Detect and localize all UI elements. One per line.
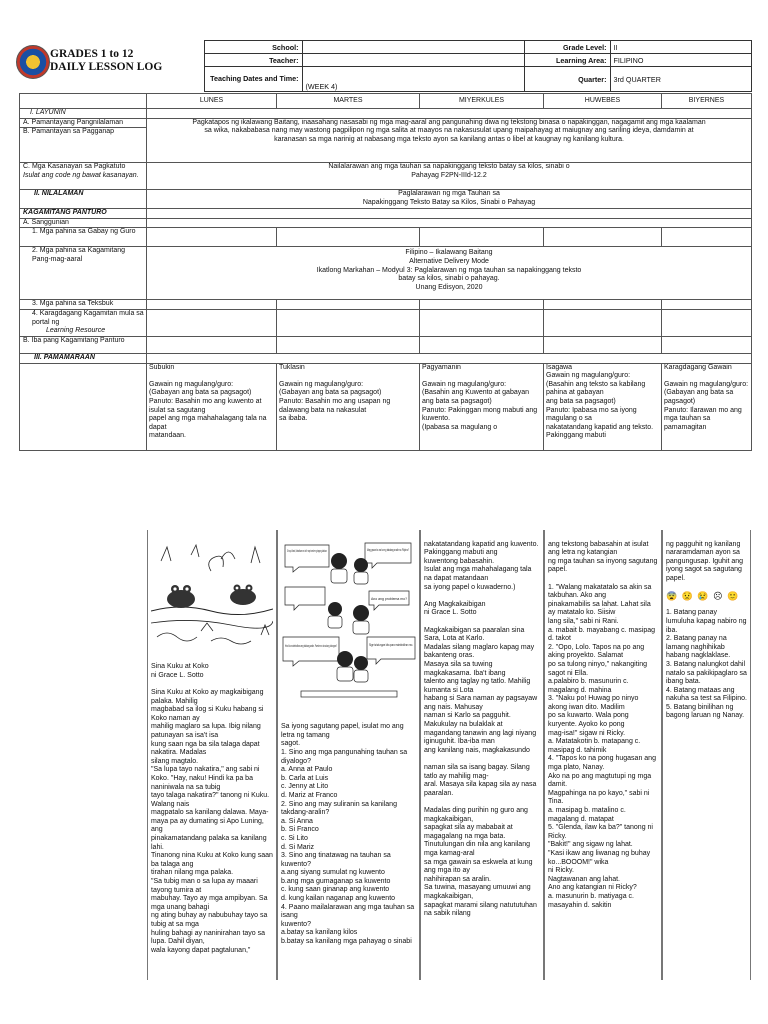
children-dialogue-illustration <box>281 541 417 711</box>
page2-col-lunes <box>147 530 277 980</box>
page2-col-miyerkules <box>420 530 544 980</box>
speech-bubble-5: Sige tutulungan kita para maintindihan mo. <box>369 642 413 647</box>
biyernes-instructions: ng pagguhit ng kanilang nararamdaman ayon sa pangungusap. Iguhit ang iyong sagot sa sagutang papel. <box>666 540 744 582</box>
row-kagamitan: KAGAMITANG PANTURO <box>20 209 147 219</box>
kasanayan-text-2: Pahayag F2PN-IIId-12.2 <box>411 171 487 179</box>
header-table <box>14 40 752 92</box>
grade-value: II <box>610 41 751 54</box>
page2-col-biyernes <box>662 530 751 980</box>
pamantayan-text: Pagkatapos ng ikalawang Baitang, inaasahang nasasabi ng mga mag-aaral ang pangunahing diwa ng tekstong binasa o napakinggan, nagagamit ang mga kaalaman sa wika, nakababasa nang may wastong pagpilipon ng mga salita at maayos na nakasusulat upang maipahayag at maiugnay ang sariling ideya, damdamin at karanasan sa mga narinig at nabasang mga teksto ayon sa kanilang antas o libel at kaugnay ng kanilang kultura. <box>147 118 752 163</box>
quarter-label: Quarter: <box>524 67 610 92</box>
day-huwebes: HUWEBES <box>544 94 662 109</box>
adm-line-5: Unang Edisyon, 2020 <box>415 283 483 291</box>
lesson-log-page-2 <box>14 530 751 980</box>
biyernes-items: 1. Batang panay lumuluha kapag nabiro ng iba. 2. Batang panay na lamang naghihikab habang nagklaklase. 3. Batang nalungkot dahil natalo sa pakikipaglaro sa ibang bata. 4. Batang mataas ang nakuha sa test sa Filipino. 5. Batang binilihan ng bagong laruan ng Nanay. <box>666 609 747 720</box>
row-kagamitang-pang: 2. Mga pahina sa Kagamitang Pang-mag-aaral <box>20 247 147 300</box>
school-label: School: <box>204 41 302 54</box>
procedure-martes: Tuklasin Gawain ng magulang/guro: (Gabayan ang bata sa pagsagot) Panuto: Basahin mo ang usapan ng dalawang bata na nakasulat sa ibaba. <box>277 363 420 450</box>
procedure-miyerkules: Pagyamanin Gawain ng magulang/guro: (Basahin ang Kuwento at gabayan ang bata sa pagsagot) Panuto: Pakinggan mong mabuti ang kuwento. (Ipabasa sa magulang o <box>420 363 544 450</box>
day-lunes: LUNES <box>147 94 277 109</box>
row-gabay: 1. Mga pahina sa Gabay ng Guro <box>20 228 147 247</box>
row-karagdagang: 4. Karagdagang Kagamitan mula sa portal ng <box>32 309 144 326</box>
procedure-huwebes: Isagawa Gawain ng magulang/guro: (Basahin ang teksto sa kabilang pahina at gabayan ang bata sa pagsagot) Panuto: Ipabasa mo sa iyong magulang o sa nakatatandang kapatid ang teksto. Pakinggang mabuti <box>544 363 662 450</box>
row-pamamaraan: III. PAMAMARAAN <box>20 353 147 363</box>
story-kuku-koko: Sina Kuku at Koko ni Grace L. Sotto Sina Kuku at Koko ay magkaibigang palaka. Mahilig magbabad sa ilog si Kuku habang si Koko naman ay mahilig maglaro sa lupa. Ibig nilang patunayan sa isa't isa kung saan nga ba sila talaga dapat nakatira. Madalas silang magtalo. "Sa lupa tayo nakatira," ang sabi ni Koko. "Hay, naku! Hindi ka pa ba naniniwala na sa tubig tayo talaga nakatira?" tanong ni Kuku. Walang nais magpatalo sa kanilang dalawa. Maya-maya pa ay dumating si Apo Luning, ang pinakamatandang palaka sa kanilang lahi. Tinanong nina Kuku at Koko kung saan ba talaga ang tirahan nilang mga palaka. "Sa tubig man o sa lupa ay maaari tayong tumira at mabuhay. Tayo ay mga ampibyan. Sa mga unang bahagi ng ating buhay ay nabubuhay tayo sa tubig at sa mga huling bahagi ay naninirahan tayo sa lupa. Dahil diyan, wala kayong dapat pagtalunan," <box>151 663 273 954</box>
feelings-faces-icon: 😨 😟 😢 ☹ 🙂 <box>666 591 740 602</box>
row-pamantayan-pagganap: B. Pamantayan sa Pagganap <box>20 128 147 163</box>
huwebes-items: ang tekstong babasahin at isulat ang letra ng katangian ng mga tauhan sa inyong sagutang papel. 1. "Walang makatatalo sa akin sa takbuhan. Ako ang pinakamabilis sa lahat. Lahat sila ay matatalo ko. Siisiw lang sila," sabi ni Rani. a. mabait b. mayabang c. masipag d. takot 2. "Opo, Lolo. Tapos na po ang aking proyekto. Salamat po sa tulong ninyo," nakangiting sagot ni Ella. a.palabiro b. masunurin c. magalang d. mahina 3. "Naku po! Huwag po ninyo akong iwan dito. Madilim po sa kuwarto. Wala pong kuryente. Ayoko ko pong mag-isa!" sigaw ni Ricky. a. Matatakotin b. matapang c. masipag d. tahimik 4. "Tapos ko na pong hugasan ang mga plato, Nanay. Ako na po ang magtutupi ng mga damit. Magpahinga na po kayo," sabi ni Tina. a. masipag b. matalino c. magalang d. matapat 5. "Glenda, ilaw ka ba?" tanong ni Ricky. "Bakit!" ang sigaw ng lahat. "Kasi ikaw ang liwanag ng buhay ko...BOOOM!" wika ni Ricky. Nagtawanan ang lahat. Ano ang katangian ni Ricky? a. masunurin b. matiyaga c. masayahin d. sakitin <box>548 540 658 909</box>
adm-line-2: Alternative Delivery Mode <box>409 257 489 265</box>
area-label: Learning Area: <box>524 54 610 67</box>
row-nilalaman: II. NILALAMAN <box>20 190 147 209</box>
grade-label: Grade Level: <box>524 41 610 54</box>
row-kasanayan: C. Mga Kasanayan sa Pagkatuto <box>23 163 126 171</box>
speech-bubble-1: Oh ayo Mariz, Nabalitaan mo ba? may transfer ng bagong kaklase. <box>287 548 327 553</box>
teacher-field[interactable] <box>302 54 524 67</box>
dates-value: (WEEK 4) <box>302 67 524 92</box>
row-kasanayan-sub: Isulat ang code ng bawat kasanayan. <box>23 171 139 179</box>
adm-line-4: batay sa kilos, sinabi o pahayag. <box>398 275 500 283</box>
speech-bubble-3: Ano ang problema mo? <box>371 596 408 601</box>
day-biyernes: BIYERNES <box>662 94 752 109</box>
speech-bubble-2: Mag gawa ka na ba ng takdang aralin sa Filipino? <box>367 547 409 552</box>
row-teksbuk: 3. Mga pahina sa Teksbuk <box>20 300 147 310</box>
quarter-value: 3rd QUARTER <box>610 67 751 92</box>
frogs-illustration <box>151 541 273 651</box>
nilalaman-text-2: Napakinggang Teksto Batay sa Kilos, Sinabi o Pahayag <box>362 198 536 206</box>
nilalaman-text-1: Paglalarawan ng mga Tauhan sa <box>398 190 500 198</box>
row-pamantayang-pangnilalaman: A. Pamantayang Pangnilalaman <box>20 118 147 128</box>
martes-questions: Sa iyong sagutang papel, isulat mo ang letra ng tamang sagot. 1. Sino ang mga pangunahing tauhan sa diyalogo? a. Anna at Paulo b. Carla at Luis c. Jenny at Lito d. Mariz at Franco 2. Sino ang may suliranin sa kanilang takdang-aralin? a. Si Anna b. Si Franco c. Si Lito d. Si Mariz 3. Sino ang tinatawag na tauhan sa kuwento? a.ang siyang sumulat ng kuwento b.ang mga gumaganap sa kuwento c. kung saan ginanap ang kuwento d. kung kailan naganap ang kuwento 4. Paano mailalarawan ang mga tauhan sa isang kuwento? a.batay sa kanilang kilos b.batay sa kanilang mga pahayag o sinabi <box>281 723 415 946</box>
procedure-biyernes: Karagdagang Gawain Gawain ng magulang/guro: (Gabayan ang bata sa pagsagot) Panuto: Ilarawan mo ang mga tauhan sa pamamagitan <box>662 363 752 450</box>
speech-bubble-4: Hindi ko maintindihan ang takdang aralin. Pwede mo ba akong tulungan? <box>285 643 337 648</box>
school-field[interactable] <box>302 41 524 54</box>
lesson-log-page-1 <box>14 40 751 470</box>
day-martes: MARTES <box>277 94 420 109</box>
area-value: FILIPINO <box>610 54 751 67</box>
page2-col-huwebes <box>544 530 662 980</box>
adm-line-3: Ikatlong Markahan – Modyul 3: Paglalarawan ng mga tauhan sa napakinggang teksto <box>316 266 582 274</box>
teacher-label: Teacher: <box>204 54 302 67</box>
adm-line-1: Filipino – Ikalawang Baitang <box>405 249 493 257</box>
title-line-2: DAILY LESSON LOG <box>50 61 163 73</box>
story-magkakaibigan: nakatatandang kapatid ang kuwento. Pakinggang mabuti ang kuwentong babasahin. Isulat ang mga mahahalagang tala na dapat matandaan sa iyong papel o kuwaderno.) Ang Magkakaibigan ni Grace L. Sotto Magkakaibigan sa paaralan sina Sara, Lota at Karlo. Madalas silang maglaro kapag may bakanteng oras. Masaya sila sa tuwing magkakasama. Iba't ibang talento ang taglay ng tatlo. Mahilig kumanta si Lota habang si Sara naman ay pagsayaw ang nais. Mahusay naman si Karlo sa pagguhit. Makukulay na bulaklak at magandang tanawin ang lagi niyang iginuguhit. Iba-iba man ang kanilang nais, magkakasundo naman sila sa isang bagay. Silang tatlo ay mahilig mag- aral. Masaya sila kapag sila ay nasa paaralan. Madalas ding purihin ng guro ang magkakaibigan, sapagkat sila ay mababait at magagalang na mga bata. Tinutulungan din nila ang kanilang mga kamag-aral sa mga gawain sa eskwela at kung ang mga ito ay nahihirapan sa aralin. Sa tuwina, masayang umuuwi ang magkakaibigan, sapagkat marami silang natututuhan na sabik nilang <box>424 540 539 918</box>
day-miyerkules: MIYERKULES <box>420 94 544 109</box>
title-line-1: GRADES 1 to 12 <box>50 48 134 60</box>
row-iba-pang: B. Iba pang Kagamitang Panturo <box>20 336 147 353</box>
dates-label: Teaching Dates and Time: <box>204 67 302 92</box>
procedure-lunes: Subukin Gawain ng magulang/guro: (Gabayan ang bata sa pagsagot) Panuto: Basahin mo ang kuwento at isulat sa sagutang papel ang mga mahahalagang tala na dapat matandaan. <box>147 363 277 450</box>
row-sanggunian: A. Sanggunian <box>20 218 147 228</box>
kasanayan-text-1: Nailalarawan ang mga tauhan sa napakinggang teksto batay sa kilos, sinabi o <box>328 163 570 171</box>
page2-col-martes <box>277 530 420 980</box>
lesson-grid <box>19 93 752 451</box>
row-layunin: I. LAYUNIN <box>20 109 147 119</box>
row-karagdagang-sub: Learning Resource <box>46 327 106 335</box>
